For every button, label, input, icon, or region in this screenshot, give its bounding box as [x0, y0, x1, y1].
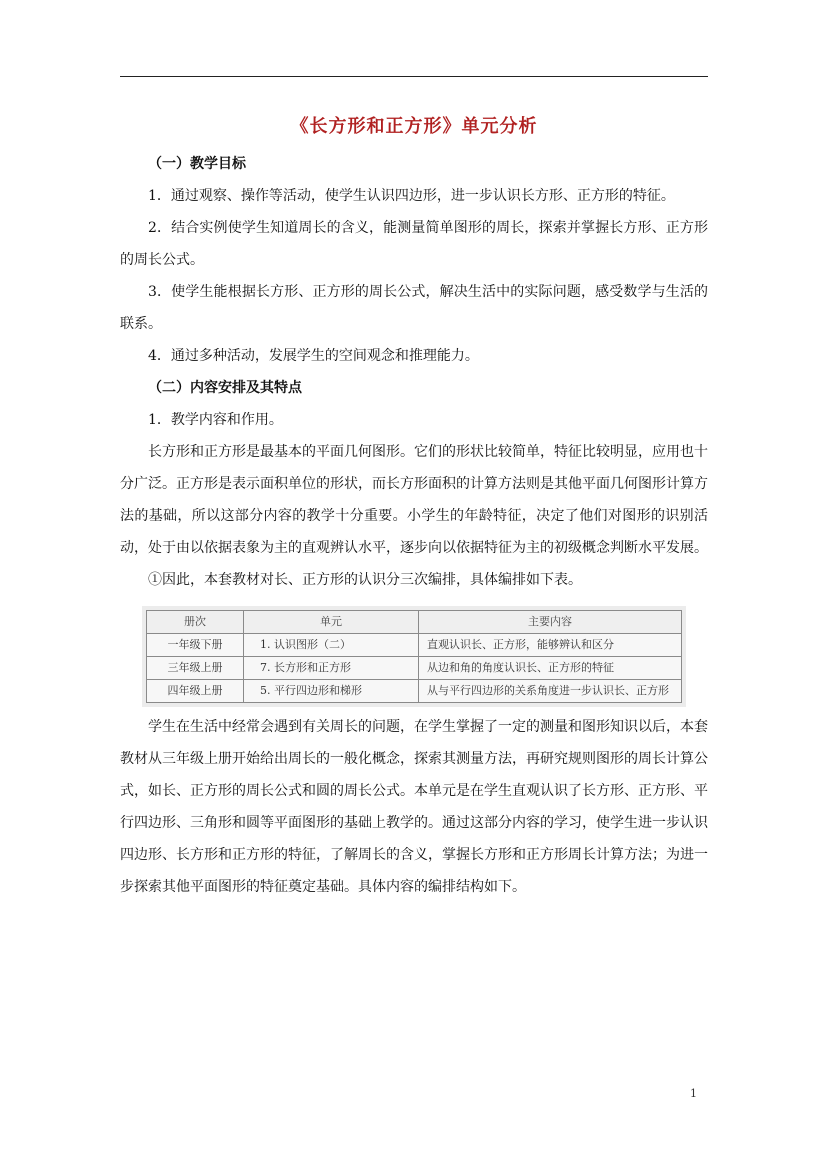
- table-cell: 一年级下册: [147, 634, 244, 657]
- objective-2: 2．结合实例使学生知道周长的含义，能测量简单图形的周长，探索并掌握长方形、正方形的周长公式。: [120, 220, 708, 268]
- after-table-paragraph: 学生在生活中经常会遇到有关周长的问题，在学生掌握了一定的测量和图形知识以后，本套教材从三年级上册开始给出周长的一般化概念，探索其测量方法，再研究规则图形的周长计算公式，如长、正方形的周长公式和圆的周长公式。本单元是在学生直观认识了长方形、正方形、平行四边形、三角形和圆等平面图形的基础上教学的。通过这部分内容的学习，使学生进一步认识四边形、长方形和正方形的特征，了解周长的含义，掌握长方形和正方形周长计算方法；为进一步探索其他平面图形的特征奠定基础。具体内容的编排结构如下。: [120, 719, 708, 895]
- table-cell: 7. 长方形和正方形: [244, 657, 419, 680]
- table-header-row: [147, 611, 682, 634]
- table-header: 册次: [147, 611, 244, 634]
- table-row: [147, 680, 682, 703]
- table-cell: 直观认识长、正方形，能够辨认和区分: [419, 634, 682, 657]
- table-row: [147, 657, 682, 680]
- document-body: [120, 148, 708, 903]
- units-table: [146, 610, 682, 703]
- header-rule: [120, 76, 708, 77]
- objective-4: 4．通过多种活动，发展学生的空间观念和推理能力。: [148, 348, 479, 364]
- table-header: 单元: [244, 611, 419, 634]
- table-cell: 从边和角的角度认识长、正方形的特征: [419, 657, 682, 680]
- content-paragraph: 长方形和正方形是最基本的平面几何图形。它们的形状比较简单，特征比较明显，应用也十分广泛。正方形是表示面积单位的形状，而长方形面积的计算方法则是其他平面几何图形计算方法的基础，所以这部分内容的教学十分重要。小学生的年龄特征，决定了他们对图形的识别活动，处于由以依据表象为主的直观辨认水平，逐步向以依据特征为主的初级概念判断水平发展。: [120, 444, 708, 556]
- table-intro: ①因此，本套教材对长、正方形的认识分三次编排，具体编排如下表。: [148, 572, 582, 588]
- section-heading-content: （二）内容安排及其特点: [148, 380, 302, 396]
- objective-3: 3．使学生能根据长方形、正方形的周长公式，解决生活中的实际问题，感受数学与生活的联系。: [120, 284, 708, 332]
- page-number: 1: [690, 1087, 697, 1100]
- table-row: [147, 634, 682, 657]
- table-cell: 1. 认识图形（二）: [244, 634, 419, 657]
- section-heading-objectives: （一）教学目标: [148, 156, 246, 172]
- table-cell: 5. 平行四边形和梯形: [244, 680, 419, 703]
- content-item-1: 1．教学内容和作用。: [148, 412, 283, 428]
- objective-1: 1．通过观察、操作等活动，使学生认识四边形，进一步认识长方形、正方形的特征。: [148, 188, 675, 204]
- table-cell: 四年级上册: [147, 680, 244, 703]
- page-title: 《长方形和正方形》单元分析: [290, 116, 538, 137]
- table-cell: 三年级上册: [147, 657, 244, 680]
- table-header: 主要内容: [419, 611, 682, 634]
- units-table-image: [142, 606, 686, 707]
- table-cell: 从与平行四边形的关系角度进一步认识长、正方形: [419, 680, 682, 703]
